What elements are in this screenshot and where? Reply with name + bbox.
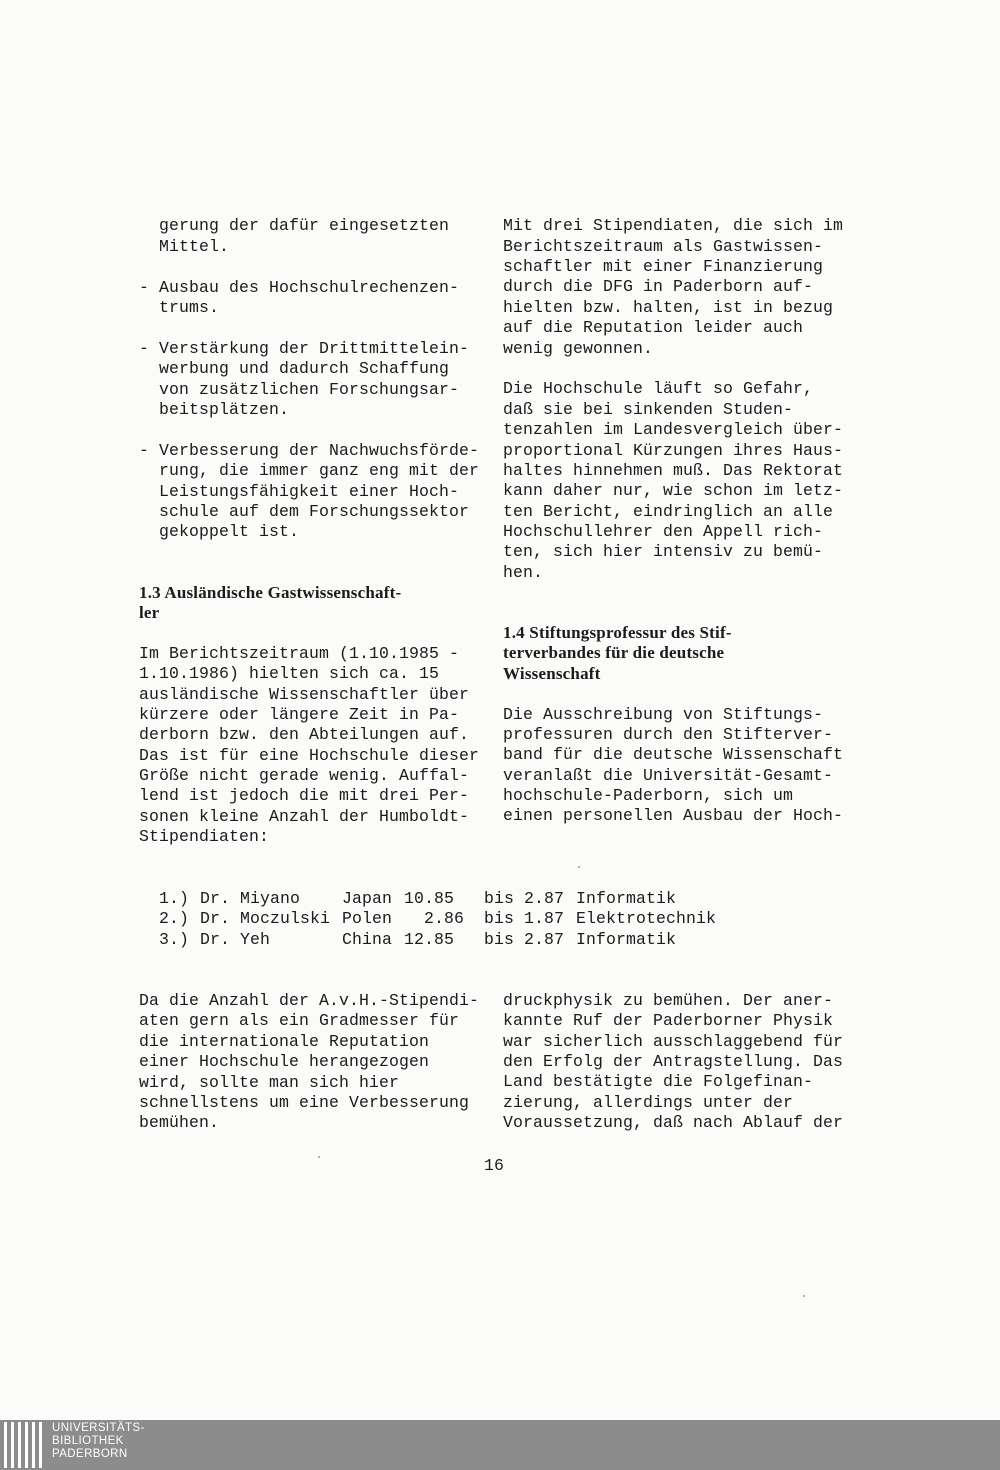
row-country: Polen bbox=[342, 909, 393, 928]
text-line: Die Ausschreibung von Stiftungs- bbox=[503, 705, 824, 724]
scan-speck bbox=[803, 1295, 805, 1297]
text-line: Voraussetzung, daß nach Ablauf der bbox=[503, 1113, 844, 1132]
row-to: bis 1.87 bbox=[484, 909, 565, 928]
text-line: Da die Anzahl der A.v.H.-Stipendi- bbox=[139, 991, 480, 1010]
text-line: schule auf dem Forschungssektor bbox=[159, 502, 470, 521]
text-line: von zusätzlichen Forschungsar- bbox=[159, 380, 460, 399]
text-line: Größe nicht gerade wenig. Auffal- bbox=[139, 766, 470, 785]
text-line: ausländische Wissenschaftler über bbox=[139, 685, 470, 704]
text-line: bemühen. bbox=[139, 1113, 220, 1132]
list-item: - Verstärkung der Drittmittelein- bbox=[139, 339, 470, 358]
text-line: schaftler mit einer Finanzierung bbox=[503, 257, 824, 276]
text-line: trums. bbox=[159, 298, 220, 317]
list-item: - Ausbau des Hochschulrechenzen- bbox=[139, 278, 460, 297]
text-line: professuren durch den Stifterver- bbox=[503, 725, 834, 744]
row-number: 3.) bbox=[159, 930, 190, 949]
text-line: Leistungsfähigkeit einer Hoch- bbox=[159, 482, 460, 501]
row-number: 1.) bbox=[159, 889, 190, 908]
text-line: einen personellen Ausbau der Hoch- bbox=[503, 806, 844, 825]
text-line: Stipendiaten: bbox=[139, 827, 270, 846]
text-line: durch die DFG in Paderborn auf- bbox=[503, 277, 814, 296]
section-heading: terverbandes für die deutsche bbox=[503, 643, 725, 662]
scan-speck bbox=[578, 866, 580, 868]
text-line: wird, sollte man sich hier bbox=[139, 1073, 400, 1092]
text-line: Berichtszeitraum als Gastwissen- bbox=[503, 237, 824, 256]
text-line: schnellstens um eine Verbesserung bbox=[139, 1093, 470, 1112]
text-line: rung, die immer ganz eng mit der bbox=[159, 461, 480, 480]
row-from: 12.85 bbox=[404, 930, 455, 949]
text-line: haltes hinnehmen muß. Das Rektorat bbox=[503, 461, 844, 480]
text-line: Land bestätigte die Folgefinan- bbox=[503, 1072, 814, 1091]
text-line: die internationale Reputation bbox=[139, 1032, 430, 1051]
text-line: Im Berichtszeitraum (1.10.1985 - bbox=[139, 644, 460, 663]
text-line: hochschule-Paderborn, sich um bbox=[503, 786, 794, 805]
row-field: Informatik bbox=[576, 930, 677, 949]
list-item: - Verbesserung der Nachwuchsförde- bbox=[139, 441, 480, 460]
logo-line: BIBLIOTHEK bbox=[52, 1435, 124, 1447]
row-field: Informatik bbox=[576, 889, 677, 908]
text-line: band für die deutsche Wissenschaft bbox=[503, 745, 844, 764]
text-line: ten, sich hier intensiv zu bemü- bbox=[503, 542, 824, 561]
text-line: derborn bzw. den Abteilungen auf. bbox=[139, 725, 470, 744]
section-heading: ler bbox=[139, 603, 160, 622]
text-line: wenig gewonnen. bbox=[503, 339, 654, 358]
row-name: Dr. Miyano bbox=[200, 889, 301, 908]
row-field: Elektrotechnik bbox=[576, 909, 717, 928]
row-name: Dr. Yeh bbox=[200, 930, 271, 949]
text-line: den Erfolg der Antragstellung. Das bbox=[503, 1052, 844, 1071]
text-line: tenzahlen im Landesvergleich über- bbox=[503, 420, 844, 439]
text-line: kannte Ruf der Paderborner Physik bbox=[503, 1011, 834, 1030]
section-heading: Wissenschaft bbox=[503, 664, 601, 683]
text-line: veranlaßt die Universität-Gesamt- bbox=[503, 766, 834, 785]
text-line: druckphysik zu bemühen. Der aner- bbox=[503, 991, 834, 1010]
text-line: Mit drei Stipendiaten, die sich im bbox=[503, 216, 844, 235]
page-number: 16 bbox=[484, 1156, 505, 1175]
logo-line: UNIVERSITÄTS- bbox=[52, 1422, 145, 1434]
row-to: bis 2.87 bbox=[484, 930, 565, 949]
text-line: auf die Reputation leider auch bbox=[503, 318, 804, 337]
text-line: gerung der dafür eingesetzten bbox=[159, 216, 450, 235]
text-line: Hochschullehrer den Appell rich- bbox=[503, 522, 824, 541]
text-line: aten gern als ein Gradmesser für bbox=[139, 1011, 460, 1030]
section-heading: 1.4 Stiftungsprofessur des Stif- bbox=[503, 623, 732, 642]
row-name: Dr. Moczulski bbox=[200, 909, 331, 928]
library-banner bbox=[0, 1420, 1000, 1470]
scan-speck bbox=[318, 1156, 320, 1158]
row-from: 10.85 bbox=[404, 889, 455, 908]
text-line: werbung und dadurch Schaffung bbox=[159, 359, 450, 378]
text-line: sonen kleine Anzahl der Humboldt- bbox=[139, 807, 470, 826]
logo-line: PADERBORN bbox=[52, 1448, 128, 1460]
text-line: hielten bzw. halten, ist in bezug bbox=[503, 298, 834, 317]
text-line: beitsplätzen. bbox=[159, 400, 290, 419]
text-line: 1.10.1986) hielten sich ca. 15 bbox=[139, 664, 440, 683]
library-logo-icon bbox=[2, 1422, 42, 1468]
text-line: zierung, allerdings unter der bbox=[503, 1093, 794, 1112]
text-line: Das ist für eine Hochschule dieser bbox=[139, 746, 480, 765]
text-line: Die Hochschule läuft so Gefahr, bbox=[503, 379, 814, 398]
text-line: war sicherlich ausschlaggebend für bbox=[503, 1032, 844, 1051]
text-line: einer Hochschule herangezogen bbox=[139, 1052, 430, 1071]
row-from: 2.86 bbox=[424, 909, 465, 928]
text-line: daß sie bei sinkenden Studen- bbox=[503, 400, 794, 419]
library-logo-text bbox=[52, 1422, 145, 1461]
row-to: bis 2.87 bbox=[484, 889, 565, 908]
text-line: gekoppelt ist. bbox=[159, 522, 300, 541]
row-number: 2.) bbox=[159, 909, 190, 928]
text-line: ten Bericht, eindringlich an alle bbox=[503, 502, 834, 521]
row-country: China bbox=[342, 930, 393, 949]
section-heading: 1.3 Ausländische Gastwissenschaft- bbox=[139, 583, 402, 602]
text-line: kann daher nur, wie schon im letz- bbox=[503, 481, 844, 500]
text-line: lend ist jedoch die mit drei Per- bbox=[139, 786, 470, 805]
text-line: hen. bbox=[503, 563, 544, 582]
text-line: proportional Kürzungen ihres Haus- bbox=[503, 441, 844, 460]
text-line: Mittel. bbox=[159, 237, 230, 256]
row-country: Japan bbox=[342, 889, 393, 908]
text-line: kürzere oder längere Zeit in Pa- bbox=[139, 705, 460, 724]
